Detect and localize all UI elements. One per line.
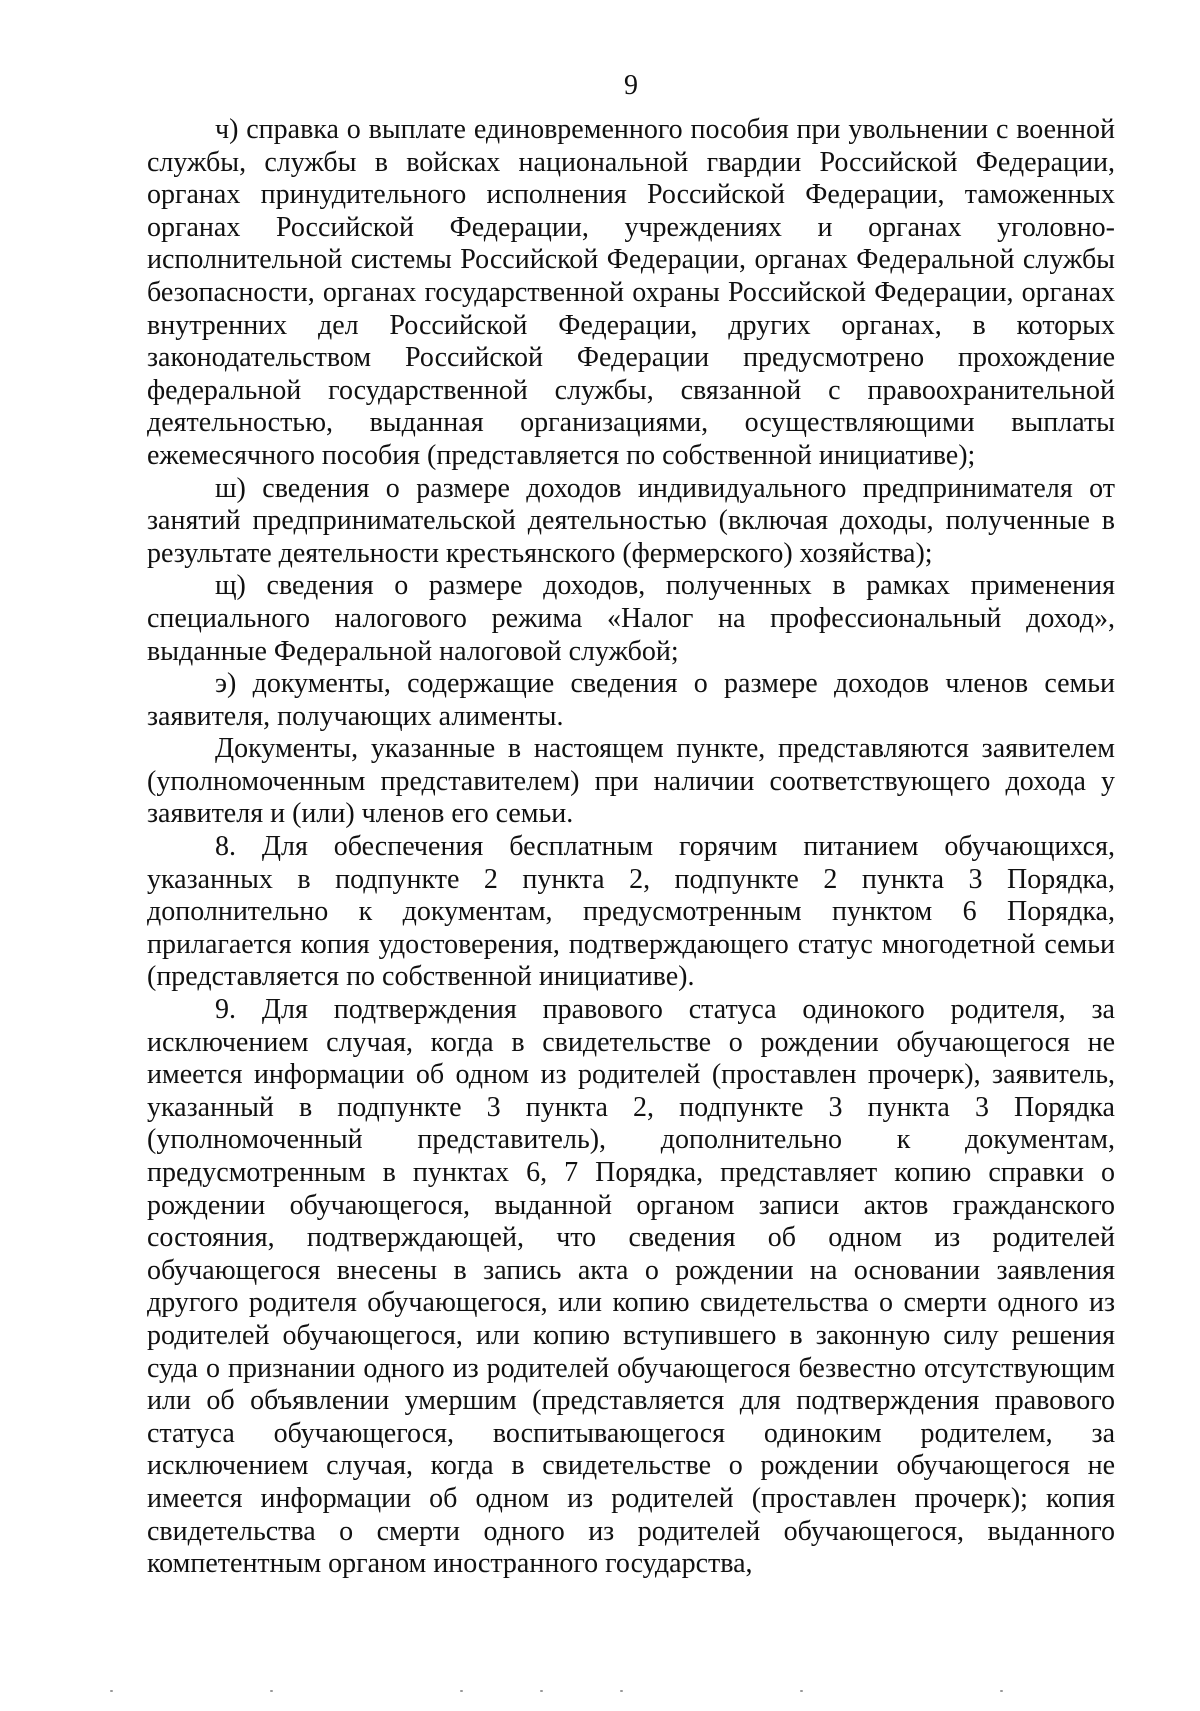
- paragraph-documents-note: Документы, указанные в настоящем пункте, представляются заявителем (уполномоченным представителем) при наличии соответствующего дохода у заявителя и (или) членов его семьи.: [147, 733, 1115, 830]
- paragraph-item-8: 8. Для обеспечения бесплатным горячим питанием обучающихся, указанных в подпункте 2 пункта 2, подпункте 2 пункта 3 Порядка, дополнительно к документам, предусмотренным пунктом 6 Порядка, прилагается копия удостоверения, подтверждающего статус многодетной семьи (представляется по собственной инициативе).: [147, 831, 1115, 993]
- scan-artifact-dots: [100, 1690, 1100, 1696]
- paragraph-e: э) документы, содержащие сведения о размере доходов членов семьи заявителя, получающих алименты.: [147, 668, 1115, 732]
- paragraph-item-9: 9. Для подтверждения правового статуса одинокого родителя, за исключением случая, когда в свидетельстве о рождении обучающегося не имеется информации об одном из родителей (проставлен прочерк), заявитель, указанный в подпункте 3 пункта 2, подпункте 3 пункта 3 Порядка (уполномоченный представитель), дополнительно к документам, предусмотренным в пунктах 6, 7 Порядка, представляет копию справки о рождении обучающегося, выданной органом записи актов гражданского состояния, подтверждающей, что сведения об одном из родителей обучающегося внесены в запись акта о рождении на основании заявления другого родителя обучающегося, или копию свидетельства о смерти одного из родителей обучающегося, или копию вступившего в законную силу решения суда о признании одного из родителей обучающегося безвестно отсутствующим или об объявлении умершим (представляется для подтверждения правового статуса обучающегося, воспитывающегося одиноким родителем, за исключением случая, когда в свидетельстве о рождении обучающегося не имеется информации об одном из родителей (проставлен прочерк); копия свидетельства о смерти одного из родителей обучающегося, выданного компетентным органом иностранного государства,: [147, 994, 1115, 1580]
- paragraph-ch: ч) справка о выплате единовременного пособия при увольнении с военной службы, службы в войсках национальной гвардии Российской Федерации, органах принудительного исполнения Российской Федерации, таможенных органах Российской Федерации, учреждениях и органах уголовно-исполнительной системы Российской Федерации, органах Федеральной службы безопасности, органах государственной охраны Российской Федерации, органах внутренних дел Российской Федерации, других органах, в которых законодательством Российской Федерации предусмотрено прохождение федеральной государственной службы, связанной с правоохранительной деятельностью, выданная организациями, осуществляющими выплаты ежемесячного пособия (представляется по собственной инициативе);: [147, 114, 1115, 471]
- page-number: 9: [624, 70, 638, 101]
- paragraph-sh: ш) сведения о размере доходов индивидуального предпринимателя от занятий предпринимательской деятельностью (включая доходы, полученные в результате деятельности крестьянского (фермерского) хозяйства);: [147, 472, 1115, 569]
- document-body: [147, 114, 1115, 1581]
- paragraph-shch: щ) сведения о размере доходов, полученных в рамках применения специального налогового режима «Налог на профессиональный доход», выданные Федеральной налоговой службой;: [147, 570, 1115, 667]
